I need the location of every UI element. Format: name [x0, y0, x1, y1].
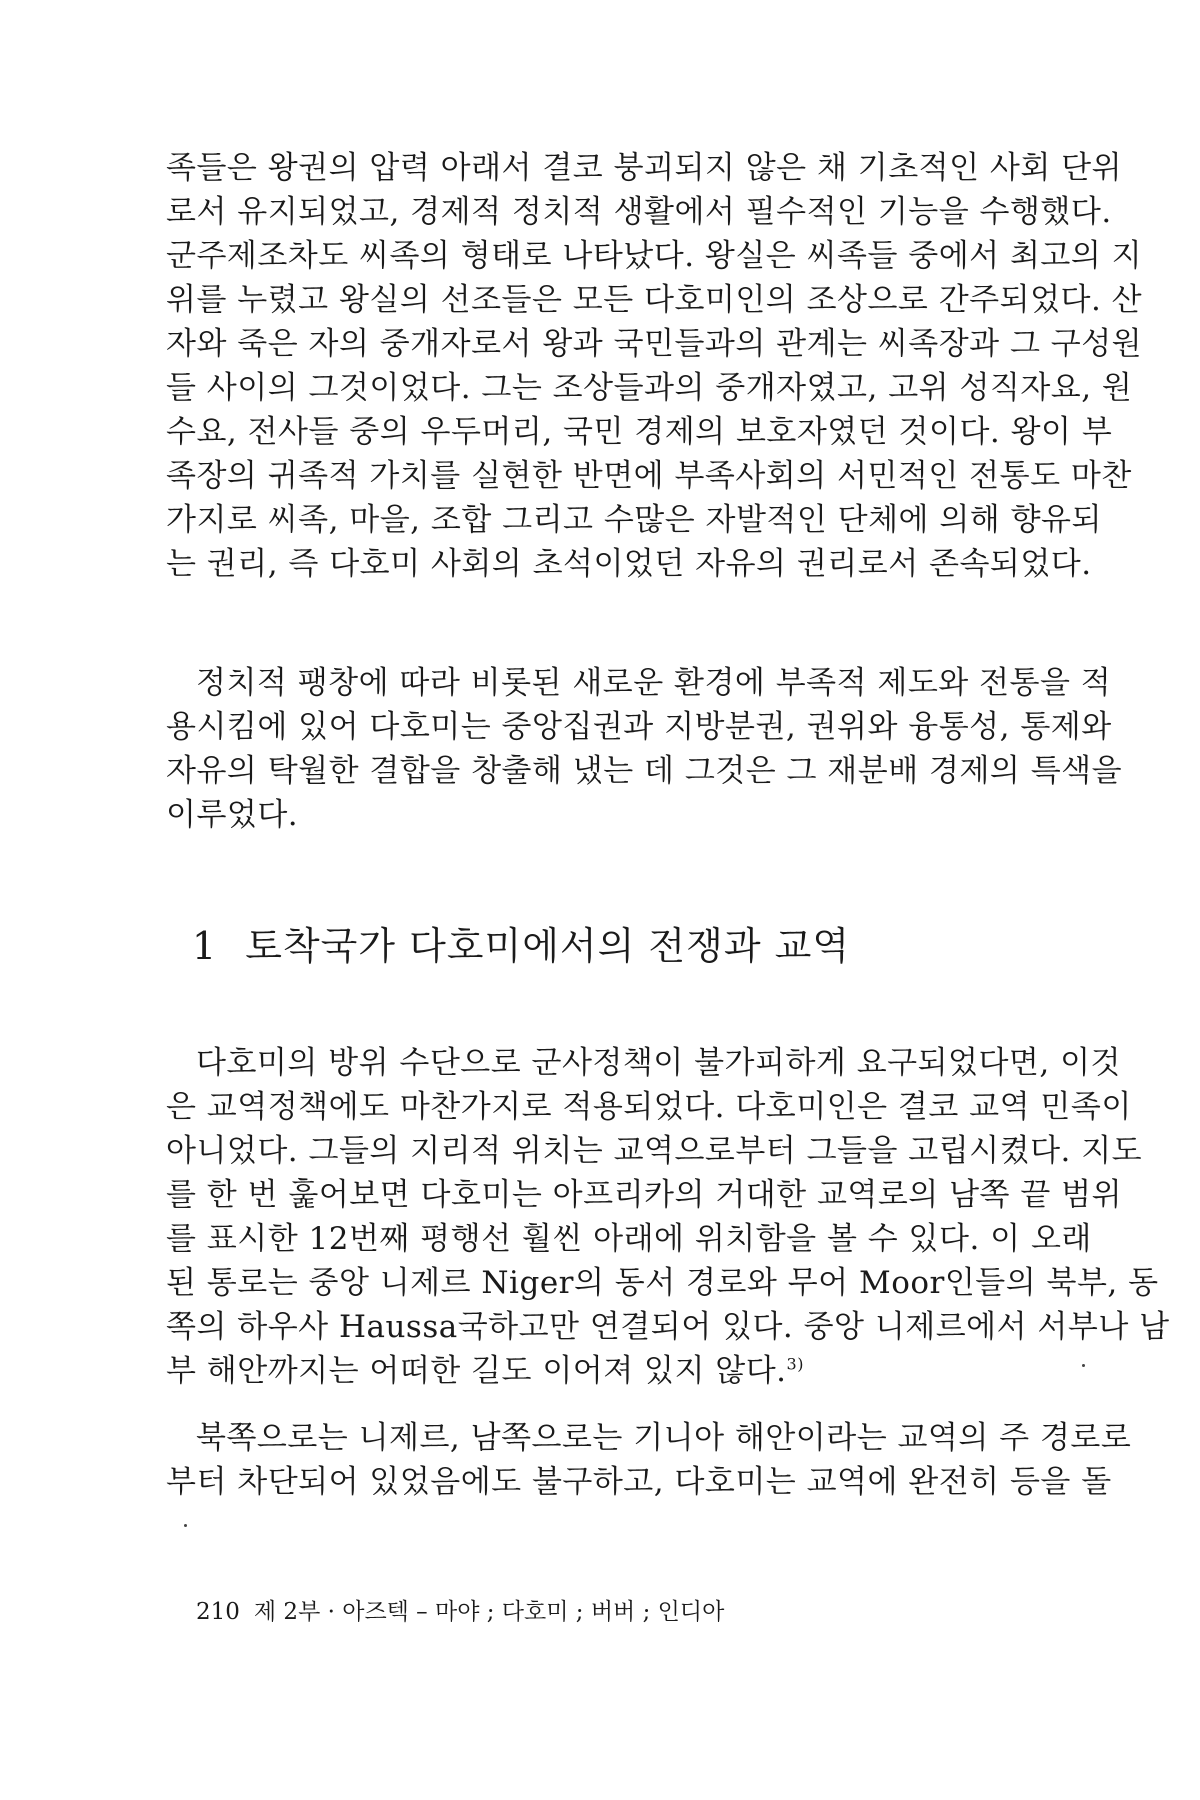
paragraph-4: [166, 1416, 1132, 1504]
text-line: 위를 누렸고 왕실의 선조들은 모든 다호미인의 조상으로 간주되었다. 산: [166, 282, 1143, 318]
text-line: 군주제조차도 씨족의 형태로 나타났다. 왕실은 씨족들 중에서 최고의 지: [166, 238, 1143, 274]
scan-speck: [1082, 1364, 1085, 1367]
text-line: 자와 죽은 자의 중개자로서 왕과 국민들과의 관계는 씨족장과 그 구성원: [166, 326, 1143, 362]
text-line: 족장의 귀족적 가치를 실현한 반면에 부족사회의 서민적인 전통도 마찬: [166, 458, 1132, 494]
paragraph-1: [166, 146, 1143, 586]
text-line: 들 사이의 그것이었다. 그는 조상들과의 중개자였고, 고위 성직자요, 원: [166, 370, 1133, 406]
scan-speck: [184, 1524, 187, 1527]
text-line: 이루었다.: [166, 797, 299, 833]
paragraph-2: [166, 661, 1123, 837]
text-line: 쪽의 하우사 Haussa국하고만 연결되어 있다. 중앙 니제르에서 서부나 남: [166, 1309, 1170, 1345]
text-line: 은 교역정책에도 마찬가지로 적용되었다. 다호미인은 결코 교역 민족이: [166, 1089, 1132, 1125]
text-line: [166, 1349, 1066, 1393]
section-heading: [192, 922, 850, 970]
paragraph-3: [166, 1041, 1170, 1393]
text-line: 로서 유지되었고, 경제적 정치적 생활에서 필수적인 기능을 수행했다.: [166, 194, 1112, 230]
text-line: 부터 차단되어 있었음에도 불구하고, 다호미는 교역에 완전히 등을 돌: [166, 1464, 1112, 1500]
section-number: 1: [192, 924, 218, 968]
text-line: 된 통로는 중앙 니제르 Niger의 동서 경로와 무어 Moor인들의 북부, 동: [166, 1265, 1159, 1301]
text-line: 를 한 번 훑어보면 다호미는 아프리카의 거대한 교역로의 남쪽 끝 범위: [166, 1177, 1123, 1213]
text-line: 자유의 탁월한 결합을 창출해 냈는 데 그것은 그 재분배 경제의 특색을: [166, 753, 1123, 789]
text-line: 북쪽으로는 니제르, 남쪽으로는 기니아 해안이라는 교역의 주 경로로: [196, 1420, 1132, 1456]
text-line: 를 표시한 12번째 평행선 훨씬 아래에 위치함을 볼 수 있다. 이 오래: [166, 1221, 1092, 1257]
running-title: 제 2부 · 아즈텍 – 마야 ; 다호미 ; 버버 ; 인디아: [253, 1599, 725, 1625]
section-title: 토착국가 다호미에서의 전쟁과 교역: [245, 924, 851, 968]
text-line: 수요, 전사들 중의 우두머리, 국민 경제의 보호자였던 것이다. 왕이 부: [166, 414, 1113, 450]
page-footer: [196, 1596, 724, 1628]
text-line: 가지로 씨족, 마을, 조합 그리고 수많은 자발적인 단체에 의해 향유되: [166, 502, 1102, 538]
text-line: 다호미의 방위 수단으로 군사정책이 불가피하게 요구되었다면, 이것: [196, 1045, 1121, 1081]
text-line: 족들은 왕권의 압력 아래서 결코 붕괴되지 않은 채 기초적인 사회 단위: [166, 150, 1123, 186]
text-line: 는 권리, 즉 다호미 사회의 초석이었던 자유의 권리로서 존속되었다.: [166, 546, 1092, 582]
page-number: 210: [196, 1599, 240, 1625]
text-line: 정치적 팽창에 따라 비롯된 새로운 환경에 부족적 제도와 전통을 적: [196, 665, 1112, 701]
text-line-content: 부 해안까지는 어떠한 길도 이어져 있지 않다.: [166, 1353, 787, 1389]
text-line: 아니었다. 그들의 지리적 위치는 교역으로부터 그들을 고립시켰다. 지도: [166, 1133, 1143, 1169]
footnote-reference: 3): [786, 1354, 804, 1374]
text-line: 용시킴에 있어 다호미는 중앙집권과 지방분권, 권위와 융통성, 통제와: [166, 709, 1112, 745]
